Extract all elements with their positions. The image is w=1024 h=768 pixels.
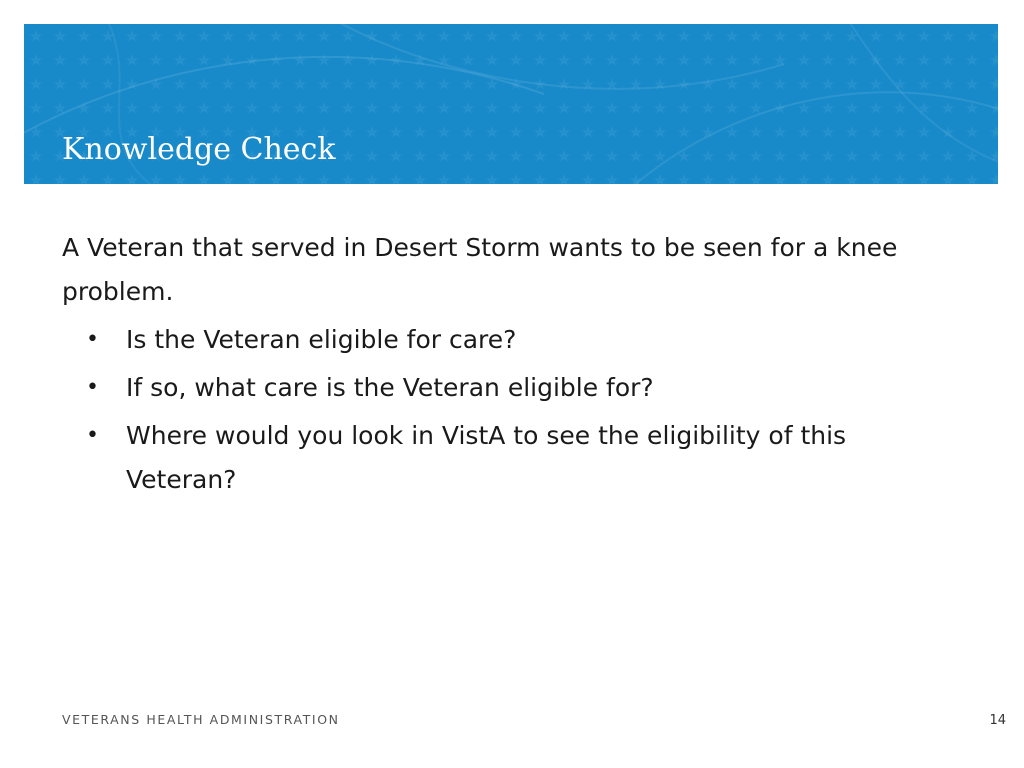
list-item-text: If so, what care is the Veteran eligible for? [126,373,654,402]
list-item [62,318,962,362]
list-item-text: Is the Veteran eligible for care? [126,325,517,354]
bullet-icon: • [86,327,99,352]
slide-title: Knowledge Check [62,132,336,167]
bullet-icon: • [86,375,99,400]
intro-paragraph: A Veteran that served in Desert Storm wants to be seen for a knee problem. [62,233,898,306]
list-item [62,414,962,502]
header-banner [24,24,998,184]
footer-organization: VETERANS HEALTH ADMINISTRATION [62,712,340,727]
page-number: 14 [989,713,1006,728]
list-item [62,366,962,410]
slide-body [62,226,962,506]
list-item-text: Where would you look in VistA to see the eligibility of this Veteran? [126,421,847,494]
question-list [62,318,962,502]
bullet-icon: • [86,423,99,448]
